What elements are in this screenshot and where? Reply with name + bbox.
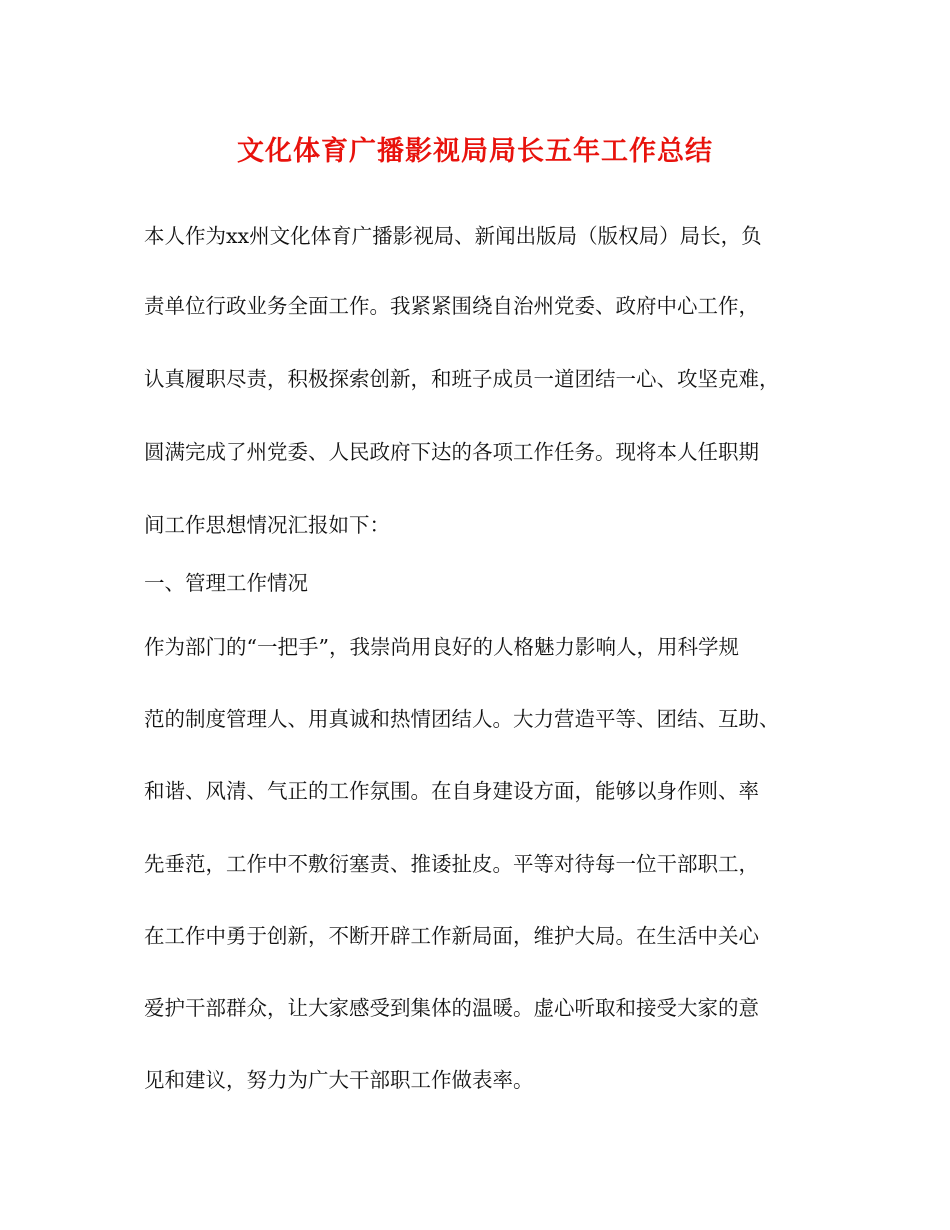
body-line: 爱护干部群众，让大家感受到集体的温暖。虚心听取和接受大家的意 bbox=[144, 996, 759, 1020]
document-title: 文化体育广播影视局局长五年工作总结 bbox=[237, 136, 713, 167]
section-heading: 一、管理工作情况 bbox=[144, 571, 308, 595]
body-line: 和谐、风清、气正的工作氛围。在自身建设方面，能够以身作则、率 bbox=[144, 779, 759, 803]
body-line: 认真履职尽责，积极探索创新，和班子成员一道团结一心、攻坚克难， bbox=[144, 367, 780, 391]
body-line: 间工作思想情况汇报如下： bbox=[144, 513, 390, 537]
body-line: 责单位行政业务全面工作。我紧紧围绕自治州党委、政府中心工作， bbox=[144, 294, 759, 318]
body-line: 作为部门的“一把手”，我崇尚用良好的人格魅力影响人，用科学规 bbox=[144, 635, 739, 659]
body-line: 先垂范，工作中不敷衍塞责、推诿扯皮。平等对待每一位干部职工， bbox=[144, 852, 759, 876]
body-line: 在工作中勇于创新，不断开辟工作新局面，维护大局。在生活中关心 bbox=[144, 924, 759, 948]
body-line: 范的制度管理人、用真诚和热情团结人。大力营造平等、团结、互助、 bbox=[144, 707, 780, 731]
body-line: 本人作为xx州文化体育广播影视局、新闻出版局（版权局）局长，负 bbox=[144, 224, 762, 248]
body-line: 见和建议，努力为广大干部职工作做表率。 bbox=[144, 1068, 534, 1092]
body-line: 圆满完成了州党委、人民政府下达的各项工作任务。现将本人任职期 bbox=[144, 440, 759, 464]
